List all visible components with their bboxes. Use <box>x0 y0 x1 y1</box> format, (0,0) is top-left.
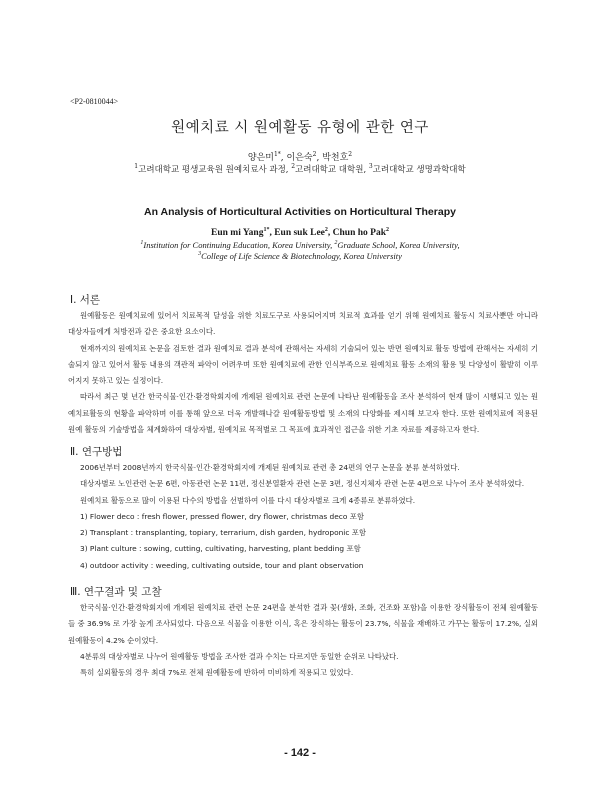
author-mark: 2 <box>348 151 353 158</box>
affil-text: 고려대학교 대학원, <box>295 165 369 175</box>
affil-mark: 1 <box>140 240 144 247</box>
list-item: 2) Transplant : transplanting, topiary, terrarium, dish garden, hydroponic 포함 <box>80 528 367 538</box>
section-heading-results: Ⅲ. 연구결과 및 고찰 <box>70 586 162 598</box>
section-body-results <box>68 600 538 681</box>
paragraph: 원예치료 활동으로 많이 이용된 다수의 방법을 선별하여 이를 다시 대상자별로 크게 4종류로 분류하였다. <box>80 495 416 505</box>
author-mark: 2 <box>312 151 317 158</box>
english-title: An Analysis of Horticultural Activities on Horticultural Therapy <box>144 206 456 218</box>
author-name: 양은미 <box>247 153 274 163</box>
paragraph: 따라서 최근 몇 년간 한국식물·인간·환경학회지에 개제된 원예치료 관련 논문에 나타난 원예활동을 조사 분석하여 현재 많이 시행되고 있는 원예치료활동의 현황을 파악하며 이를 통해 앞으로 더욱 개발해나갈 원예활동방법 및 소재의 다양화를 제시해 보고자 한다. 또한 원예치료에 적용된 원예 활동의 기술방법을 체계화하여 대상자별, 원예치료 목적별로 그 목표에 효과적인 접근을 위한 기초 자료를 제공하고자 한다. <box>68 392 538 435</box>
affil-text: 고려대학교 생명과학대학 <box>372 165 466 175</box>
affil-text: Graduate School, Korea University, <box>337 240 460 250</box>
author-mark: 1* <box>263 226 270 233</box>
affil-mark: 3 <box>368 163 373 171</box>
korean-authors <box>0 150 600 163</box>
affil-text: Institution for Continuing Education, Korea University, <box>143 240 335 250</box>
affil-text: College of Life Science & Biotechnology, Korea University <box>201 251 402 261</box>
affil-mark: 2 <box>334 240 338 247</box>
paragraph: 대상자별로 노인관련 논문 6편, 아동관련 논문 11편, 정신분열환자 관련 논문 3편, 정신지체자 관련 논문 4편으로 나누어 조사 분석하였다. <box>80 479 525 489</box>
affil-line <box>0 240 600 251</box>
affil-mark: 1 <box>134 163 139 171</box>
paragraph: 현재까지의 원예치료 논문을 검토한 결과 원예치료 결과 분석에 관해서는 자세히 기술되어 있는 반면 원예치료 활동 방법에 관해서는 자세히 기술되지 않고 있어서 활동 내용의 객관적 파악이 어려우며 또한 원예치료에 관한 인식부족으로 원예치료 활동 소재의 활용 및 다양성이 활발히 이루어지지 못하고 있는 실정이다. <box>68 343 538 386</box>
author-separator: , <box>269 228 275 238</box>
section-body-introduction <box>68 308 538 438</box>
list-item: 3) Plant culture : sowing, cutting, cultivating, harvesting, plant bedding 포함 <box>80 544 361 554</box>
paragraph: 한국식물·인간·환경학회지에 개제된 원예치료 관련 논문 24편을 분석한 결과 꽃(생화, 조화, 건조화 포함)을 이용한 장식활동이 전체 원예활동들 중 36.9% 로 가장 높게 조사되었다. 다음으로 식물을 이용한 이식, 혹은 장식하는 활동이 23.7%, 식물을 재배하고 가꾸는 활동이 17.2%, 실외 원예활동이 4.2% 순이었다. <box>68 603 538 645</box>
affil-text: 고려대학교 평생교육원 원예치료사 과정, <box>138 165 292 175</box>
english-authors <box>0 228 600 238</box>
author-separator: , <box>316 153 323 163</box>
korean-affiliations <box>0 163 600 175</box>
paragraph: 특히 실외활동의 경우 최대 7%로 전체 원예활동에 반하여 미비하게 적용되고 있었다. <box>80 668 354 678</box>
author-name: Eun suk Lee <box>274 228 325 238</box>
list-item: 1) Flower deco : fresh flower, pressed flower, dry flower, christmas deco 포함 <box>80 511 365 521</box>
author-mark: 1* <box>273 151 281 158</box>
affil-mark: 3 <box>198 251 202 258</box>
author-name: Chun ho Pak <box>332 228 386 238</box>
author-mark: 2 <box>324 226 328 233</box>
korean-title: 원예치료 시 원예활동 유형에 관한 연구 <box>171 120 429 136</box>
author-mark: 2 <box>385 226 389 233</box>
author-separator: , <box>327 228 333 238</box>
author-name: Eun mi Yang <box>211 228 264 238</box>
section-heading-introduction: Ⅰ. 서론 <box>70 294 101 306</box>
paragraph: 4분류의 대상자별로 나누어 원예활동 방법을 조사한 결과 수치는 다르지만 동일한 순위로 나타났다. <box>80 651 399 661</box>
author-name: 박천호 <box>322 153 349 163</box>
author-name: 이은숙 <box>286 153 313 163</box>
paragraph: 2006년부터 2008년까지 한국식물·인간·환경학회지에 개제된 원예치료 관련 총 24편의 연구 논문을 분류 분석하였다. <box>80 463 460 472</box>
section-heading-methods: Ⅱ. 연구방법 <box>70 446 123 458</box>
section-body-methods <box>68 460 538 574</box>
page-number: - 142 - <box>284 747 316 759</box>
author-separator: , <box>280 153 287 163</box>
affil-line <box>0 251 600 262</box>
english-affiliations <box>0 240 600 262</box>
paragraph: 원예활동은 원예치료에 있어서 치료목적 달성을 위한 치료도구로 사용되어지며 치료적 효과를 얻기 위해 원예치료 활동시 치료사뿐만 아니라 대상자들에게 처방전과 같은 중요한 요소이다. <box>68 311 538 337</box>
list-item: 4) outdoor activity : weeding, cultivating outside, tour and plant observation <box>80 560 364 570</box>
affil-mark: 2 <box>291 163 296 171</box>
abstract-code: <P2-0810044> <box>70 97 119 106</box>
